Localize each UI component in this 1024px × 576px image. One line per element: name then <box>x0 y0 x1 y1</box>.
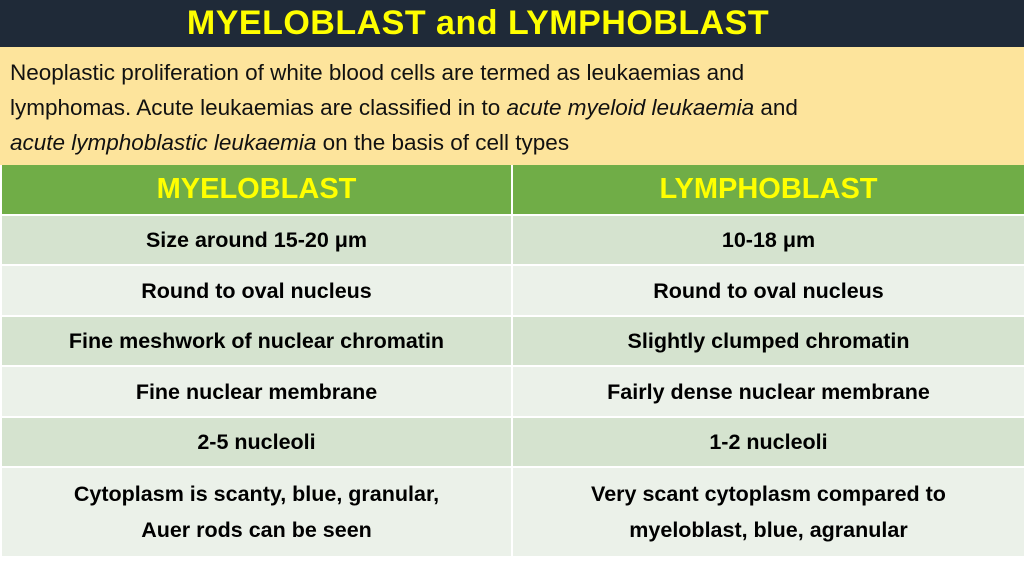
cell-lymphoblast: 1-2 nucleoli <box>512 417 1024 467</box>
intro-term-aml: acute myeloid leukaemia <box>506 95 755 120</box>
cell-myeloblast: Round to oval nucleus <box>1 265 512 316</box>
table-row <box>1 417 1024 467</box>
intro-term-all: acute lymphoblastic leukaemia <box>10 130 317 155</box>
intro-line-1 <box>10 55 1014 90</box>
cell-line: Very scant cytoplasm compared to <box>591 482 946 506</box>
cell-line: Auer rods can be seen <box>141 518 372 542</box>
intro-line-2 <box>10 90 1014 125</box>
header-myeloblast: MYELOBLAST <box>1 165 512 215</box>
cell-myeloblast: Size around 15-20 μm <box>1 215 512 265</box>
intro-text: lymphomas. Acute leukaemias are classified in to <box>10 95 507 120</box>
intro-paragraph <box>0 47 1024 165</box>
table-row <box>1 215 1024 265</box>
intro-text: and <box>754 95 798 120</box>
table-row <box>1 467 1024 557</box>
page-title: MYELOBLAST and LYMPHOBLAST <box>186 4 770 42</box>
intro-line-3 <box>10 125 1014 160</box>
title-bar <box>0 0 1024 47</box>
cell-myeloblast: Fine nuclear membrane <box>1 366 512 417</box>
intro-text: Neoplastic proliferation of white blood cells are termed as leukaemias and <box>10 60 745 85</box>
cell-lymphoblast: Slightly clumped chromatin <box>512 316 1024 366</box>
cell-line: myeloblast, blue, agranular <box>629 518 908 542</box>
table-row <box>1 265 1024 316</box>
cell-myeloblast: 2-5 nucleoli <box>1 417 512 467</box>
cell-lymphoblast: 10-18 μm <box>512 215 1024 265</box>
table-row <box>1 366 1024 417</box>
comparison-table <box>0 165 1024 558</box>
cell-lymphoblast: Fairly dense nuclear membrane <box>512 366 1024 417</box>
cell-lymphoblast <box>512 467 1024 557</box>
header-lymphoblast: LYMPHOBLAST <box>512 165 1024 215</box>
cell-line: Cytoplasm is scanty, blue, granular, <box>73 482 440 506</box>
intro-text: on the basis of cell types <box>316 130 570 155</box>
table-header-row <box>1 165 1024 215</box>
cell-myeloblast <box>1 467 512 557</box>
table-row <box>1 316 1024 366</box>
cell-myeloblast: Fine meshwork of nuclear chromatin <box>1 316 512 366</box>
cell-lymphoblast: Round to oval nucleus <box>512 265 1024 316</box>
